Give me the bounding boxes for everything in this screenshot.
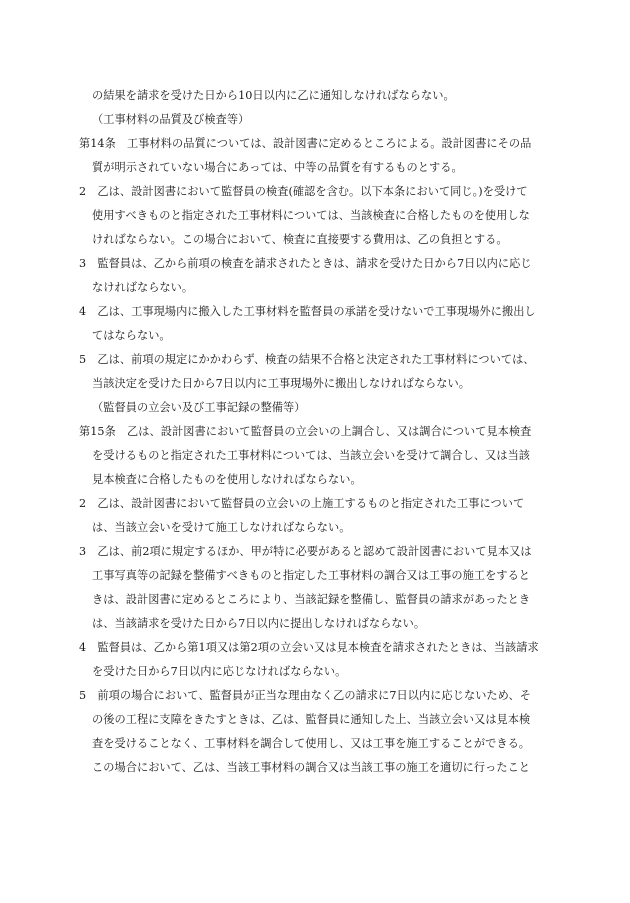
clause-5-line: 5 乙は、前項の規定にかかわらず、検査の結果不合格と決定された工事材料については、	[79, 353, 535, 366]
paragraph-line: 使用すべきものと指定された工事材料については、当該検査に合格したものを使用しな	[92, 209, 530, 222]
clause-2-line: 2 乙は、設計図書において監督員の立会いの上施工するものと指定された工事について	[79, 497, 525, 510]
paragraph-line: なければならない。	[92, 281, 194, 294]
article-14-line: 第14条 工事材料の品質については、設計図書に定めるところによる。設計図書にその品	[79, 137, 532, 150]
paragraph-line: 見本検査に合格したものを使用しなければならない。	[92, 473, 362, 486]
paragraph-line: 質が明示されていない場合にあっては、中等の品質を有するものとする。	[92, 161, 463, 174]
clause-3-line: 3 監督員は、乙から前項の検査を請求されたときは、請求を受けた日から7日以内に応じ	[79, 257, 532, 270]
paragraph-line: 工事写真等の記録を整備すべきものと指定した工事材料の調合又は工事の施工をすると	[92, 569, 531, 582]
paragraph-line: てはならない。	[92, 329, 171, 342]
paragraph-line: ければならない。この場合において、検査に直接要する費用は、乙の負担とする。	[92, 233, 508, 246]
paragraph-line: は、当該立会いを受けて施工しなければならない。	[92, 521, 351, 534]
section-heading: （監督員の立会い及び工事記録の整備等）	[92, 401, 306, 414]
paragraph-line: を受けた日から7日以内に応じなければならない。	[92, 665, 347, 678]
paragraph-line: を受けるものと指定された工事材料については、当該立会いを受けて調合し、又は当該	[92, 449, 531, 462]
paragraph-line: きは、設計図書に定めるところにより、当該記録を整備し、監督員の請求があったとき	[92, 593, 531, 606]
clause-5-line: 5 前項の場合において、監督員が正当な理由なく乙の請求に7日以内に応じないため、そ	[79, 689, 531, 702]
paragraph-line: の結果を請求を受けた日から10日以内に乙に通知しなければならない。	[92, 89, 455, 102]
clause-4-line: 4 監督員は、乙から第1項又は第2項の立会い又は見本検査を請求されたときは、当該請求	[79, 641, 539, 654]
paragraph-line: この場合において、乙は、当該工事材料の調合又は当該工事の施工を適切に行ったこと	[92, 761, 531, 774]
paragraph-line: 当該決定を受けた日から7日以内に工事現場外に搬出しなければならない。	[92, 377, 471, 390]
paragraph-line: の後の工程に支障をきたすときは、乙は、監督員に通知した上、当該立会い又は見本検	[92, 713, 531, 726]
paragraph-line: は、当該請求を受けた日から7日以内に提出しなければならない。	[92, 617, 426, 630]
section-heading: （工事材料の品質及び検査等）	[92, 113, 250, 126]
clause-3-line: 3 乙は、前2項に規定するほか、甲が特に必要があると認めて設計図書において見本又は	[79, 545, 532, 558]
paragraph-line: 査を受けることなく、工事材料を調合して使用し、又は工事を施工することができる。	[92, 737, 531, 750]
article-15-line: 第15条 乙は、設計図書において監督員の立会いの上調合し、又は調合について見本検査	[79, 425, 532, 438]
clause-4-line: 4 乙は、工事現場内に搬入した工事材料を監督員の承諾を受けないで工事現場外に搬出し	[79, 305, 536, 318]
clause-2-line: 2 乙は、設計図書において監督員の検査(確認を含む。以下本条において同じ。)を受けて	[79, 185, 528, 198]
